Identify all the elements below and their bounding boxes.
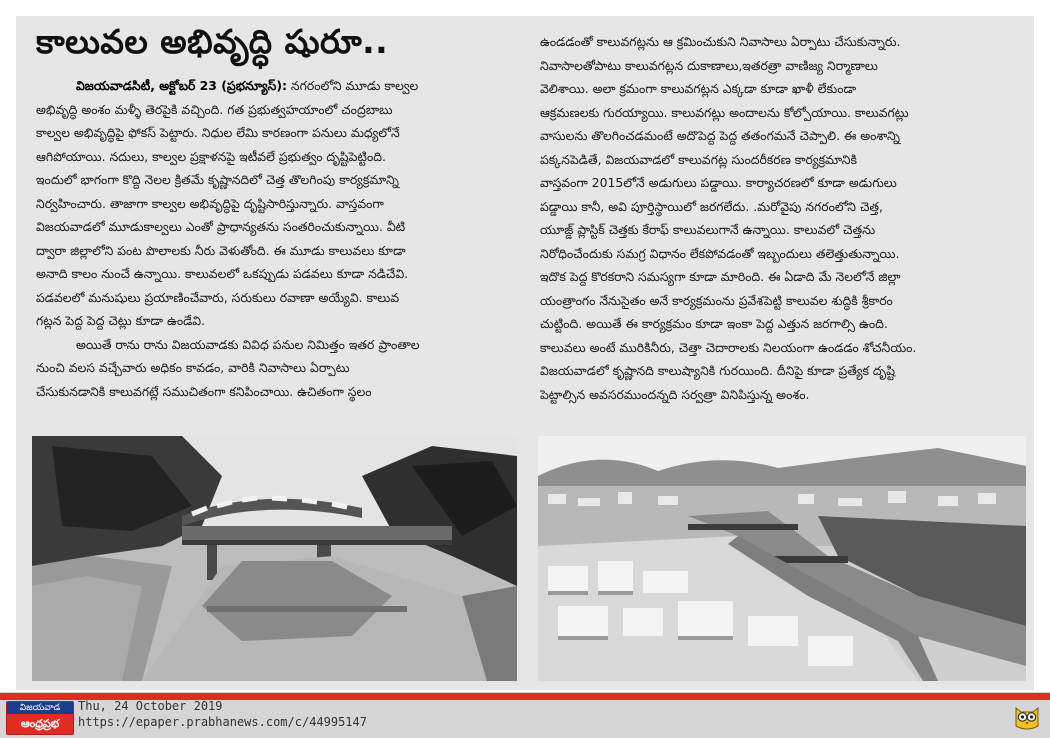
article-line: అభివృద్ధి అంశం మళ్ళీ తెరపైకి వచ్చింది. గత ప్రభుత్వహయాంలో చంద్రబాబు	[36, 101, 393, 117]
article-line: ఆగిపోయాయి. నదులు, కాల్వల ప్రక్షాళనపై ఇటీవలే ప్రభుత్వం దృష్టిపెట్టింది.	[36, 148, 386, 164]
article-line: గట్లన పెద్ద పెద్ద చెట్లు కూడా ఉండేవి.	[36, 313, 206, 328]
article-line: పడవలలో మనుషులు ప్రయాణించేవారు, సరుకులు రవాణా అయ్యేవి. కాలువ	[36, 289, 400, 305]
article-line: యంత్రాంగం నేనుసైతం అనే కార్యక్రమంను ప్రవేశపెట్టి కాలువల శుద్ధికి శ్రీకారం	[540, 292, 893, 308]
article-line: పెట్టాల్సిన అవసరముందన్నది సర్వత్రా వినిపిస్తున్న అంశం.	[540, 386, 810, 402]
article-headline: కాలువల అభివృద్ధి షురూ..	[36, 22, 389, 61]
article-line: నిర్వహించారు. తాజాగా కాల్వల అభివృద్ధిపై దృష్టిసారిస్తున్నారు. వాస్తవంగా	[36, 195, 384, 211]
article-line: వెలిశాయి. అలా క్రమంగా కాలువగట్లన ఎక్కడా కూడా ఖాళీ లేకుండా	[540, 81, 857, 96]
article-line: విజయవాడసిటీ, అక్టోబర్ 23 (ప్రభన్యూస్): నగరంలోని మూడు కాల్వల	[76, 78, 419, 93]
article-column-right	[540, 30, 1024, 406]
article-line: వాస్తవంగా 2015లోనే అడుగులు పడ్డాయి. కార్యాచరణలో కూడా అడుగులు	[540, 175, 897, 190]
logo-masthead: ఆంధ్రప్రభ	[20, 717, 60, 730]
footer-date: Thu, 24 October 2019	[78, 699, 223, 713]
article-line: విజయవాడలో మూడుకాల్వలు ఎంతో ప్రాధాన్యతను సంతరించుకున్నాయి. వీటి	[36, 219, 406, 234]
owl-icon	[1012, 702, 1042, 732]
article-line: ఉండడంతో కాలువగట్లను ఆ క్రమించుకుని నివాసాలు ఏర్పాటు చేసుకున్నారు.	[540, 34, 901, 49]
article-line: అనాది కాలం నుంచే ఉన్నాయి. కాలువలలో ఒకప్పుడు పడవలు కూడా నడిచేవి.	[36, 266, 409, 281]
article-line: నుంచి వలస వచ్చేవారు అధికం కావడం, వారికి నివాసాలు ఏర్పాటు	[36, 360, 350, 375]
article-line: కాల్వల అభివృద్ధిపై ఫోకస్ పెట్టారు. నిధుల లేమి కారణంగా పనులు మధ్యలోనే	[36, 125, 400, 140]
andhra-prabha-logo[interactable]	[6, 701, 74, 735]
article-line: నిరోధించేందుకు సమగ్ర విధానం లేకపోవడంతో ఇబ్బందులు తలెత్తుతున్నాయి.	[540, 245, 900, 261]
article-line: ఇందులో భాగంగా కొద్ది నెలల క్రితమే కృష్ణానదిలో చెత్త తొలగింపు కార్యక్రమాన్ని	[36, 172, 399, 187]
logo-edition-label: విజయవాడ	[7, 702, 73, 714]
article-line: వాసులను తొలగించడమంటే అదొపెద్ద పెద్ద తతంగమనే చెప్పాలి. ఈ అంశాన్ని	[540, 128, 900, 143]
article-line: పక్కనపెడితే, విజయవాడలో కాలువగట్ల సుందరీకరణ కార్యక్రమానికి	[540, 151, 857, 167]
article-line: చేసుకునడానికి కాలువగట్లే సముచితంగా కనిపించాయి. ఉచితంగా స్థలం	[36, 383, 372, 399]
article-line: ద్వారా జిల్లాలోని పంట పొలాలకు నీరు వెళుతోంది. ఈ మూడు కాలువలు కూడా	[36, 242, 406, 258]
article-line: ఇదొక పెద్ద కొరకరాని సమస్యగా కూడా మారింది. ఈ ఏడాది మే నెలలోనే జిల్లా	[540, 269, 901, 284]
article-line: విజయవాడలో కృష్ణానది కాలుష్యానికి గురయింది. దీనిపై కూడా ప్రత్యేక దృష్టి	[540, 363, 896, 378]
canal-bridge-image	[32, 436, 517, 681]
article-line: నివాసాలతోపాటు కాలువగట్లన దుకాణాలు,ఇతరత్రా వాణిజ్య నిర్మాణాలు	[540, 57, 878, 73]
article-line: చుట్టింది. అయితే ఈ కార్యక్రమం కూడా ఇంకా పెద్ద ఎత్తున జరగాల్సి ఉంది.	[540, 316, 888, 331]
epaper-footer	[0, 692, 1050, 738]
city-canal-image	[538, 436, 1026, 681]
article-line: అయితే రాను రాను విజయవాడకు వివిధ పనుల నిమిత్తం ఇతర ప్రాంతాల	[76, 336, 420, 352]
article-line: యూజ్డ్ ప్లాస్టిక్ చెత్తకు కేరాఫ్ కాలువలుగానే ఉన్నాయి. కాలువలో చెత్తను	[540, 222, 876, 237]
footer-url[interactable]: https://epaper.prabhanews.com/c/44995147	[78, 715, 367, 729]
canal-bridge-photo	[32, 436, 517, 681]
article-line: పడ్డాయి కానీ, అవి పూర్తిస్థాయిలో జరగలేదు. .మరోవైపు నగరంలోని చెత్త,	[540, 198, 883, 214]
article-dateline: విజయవాడసిటీ, అక్టోబర్ 23 (ప్రభన్యూస్):	[76, 78, 287, 93]
newspaper-clipping	[16, 16, 1034, 690]
article-column-left	[36, 74, 520, 403]
article-line: కాలువలు అంటే మురికినీరు, చెత్తా చెదారాలకు నిలయంగా ఉండడం శోచనీయం.	[540, 339, 917, 355]
article-line: ఆక్రమణలకు గురయ్యాయి. కాలువగట్లు అందాలను కోల్పోయాయి. కాలువగట్లు	[540, 104, 909, 120]
city-canal-aerial-photo	[538, 436, 1026, 681]
